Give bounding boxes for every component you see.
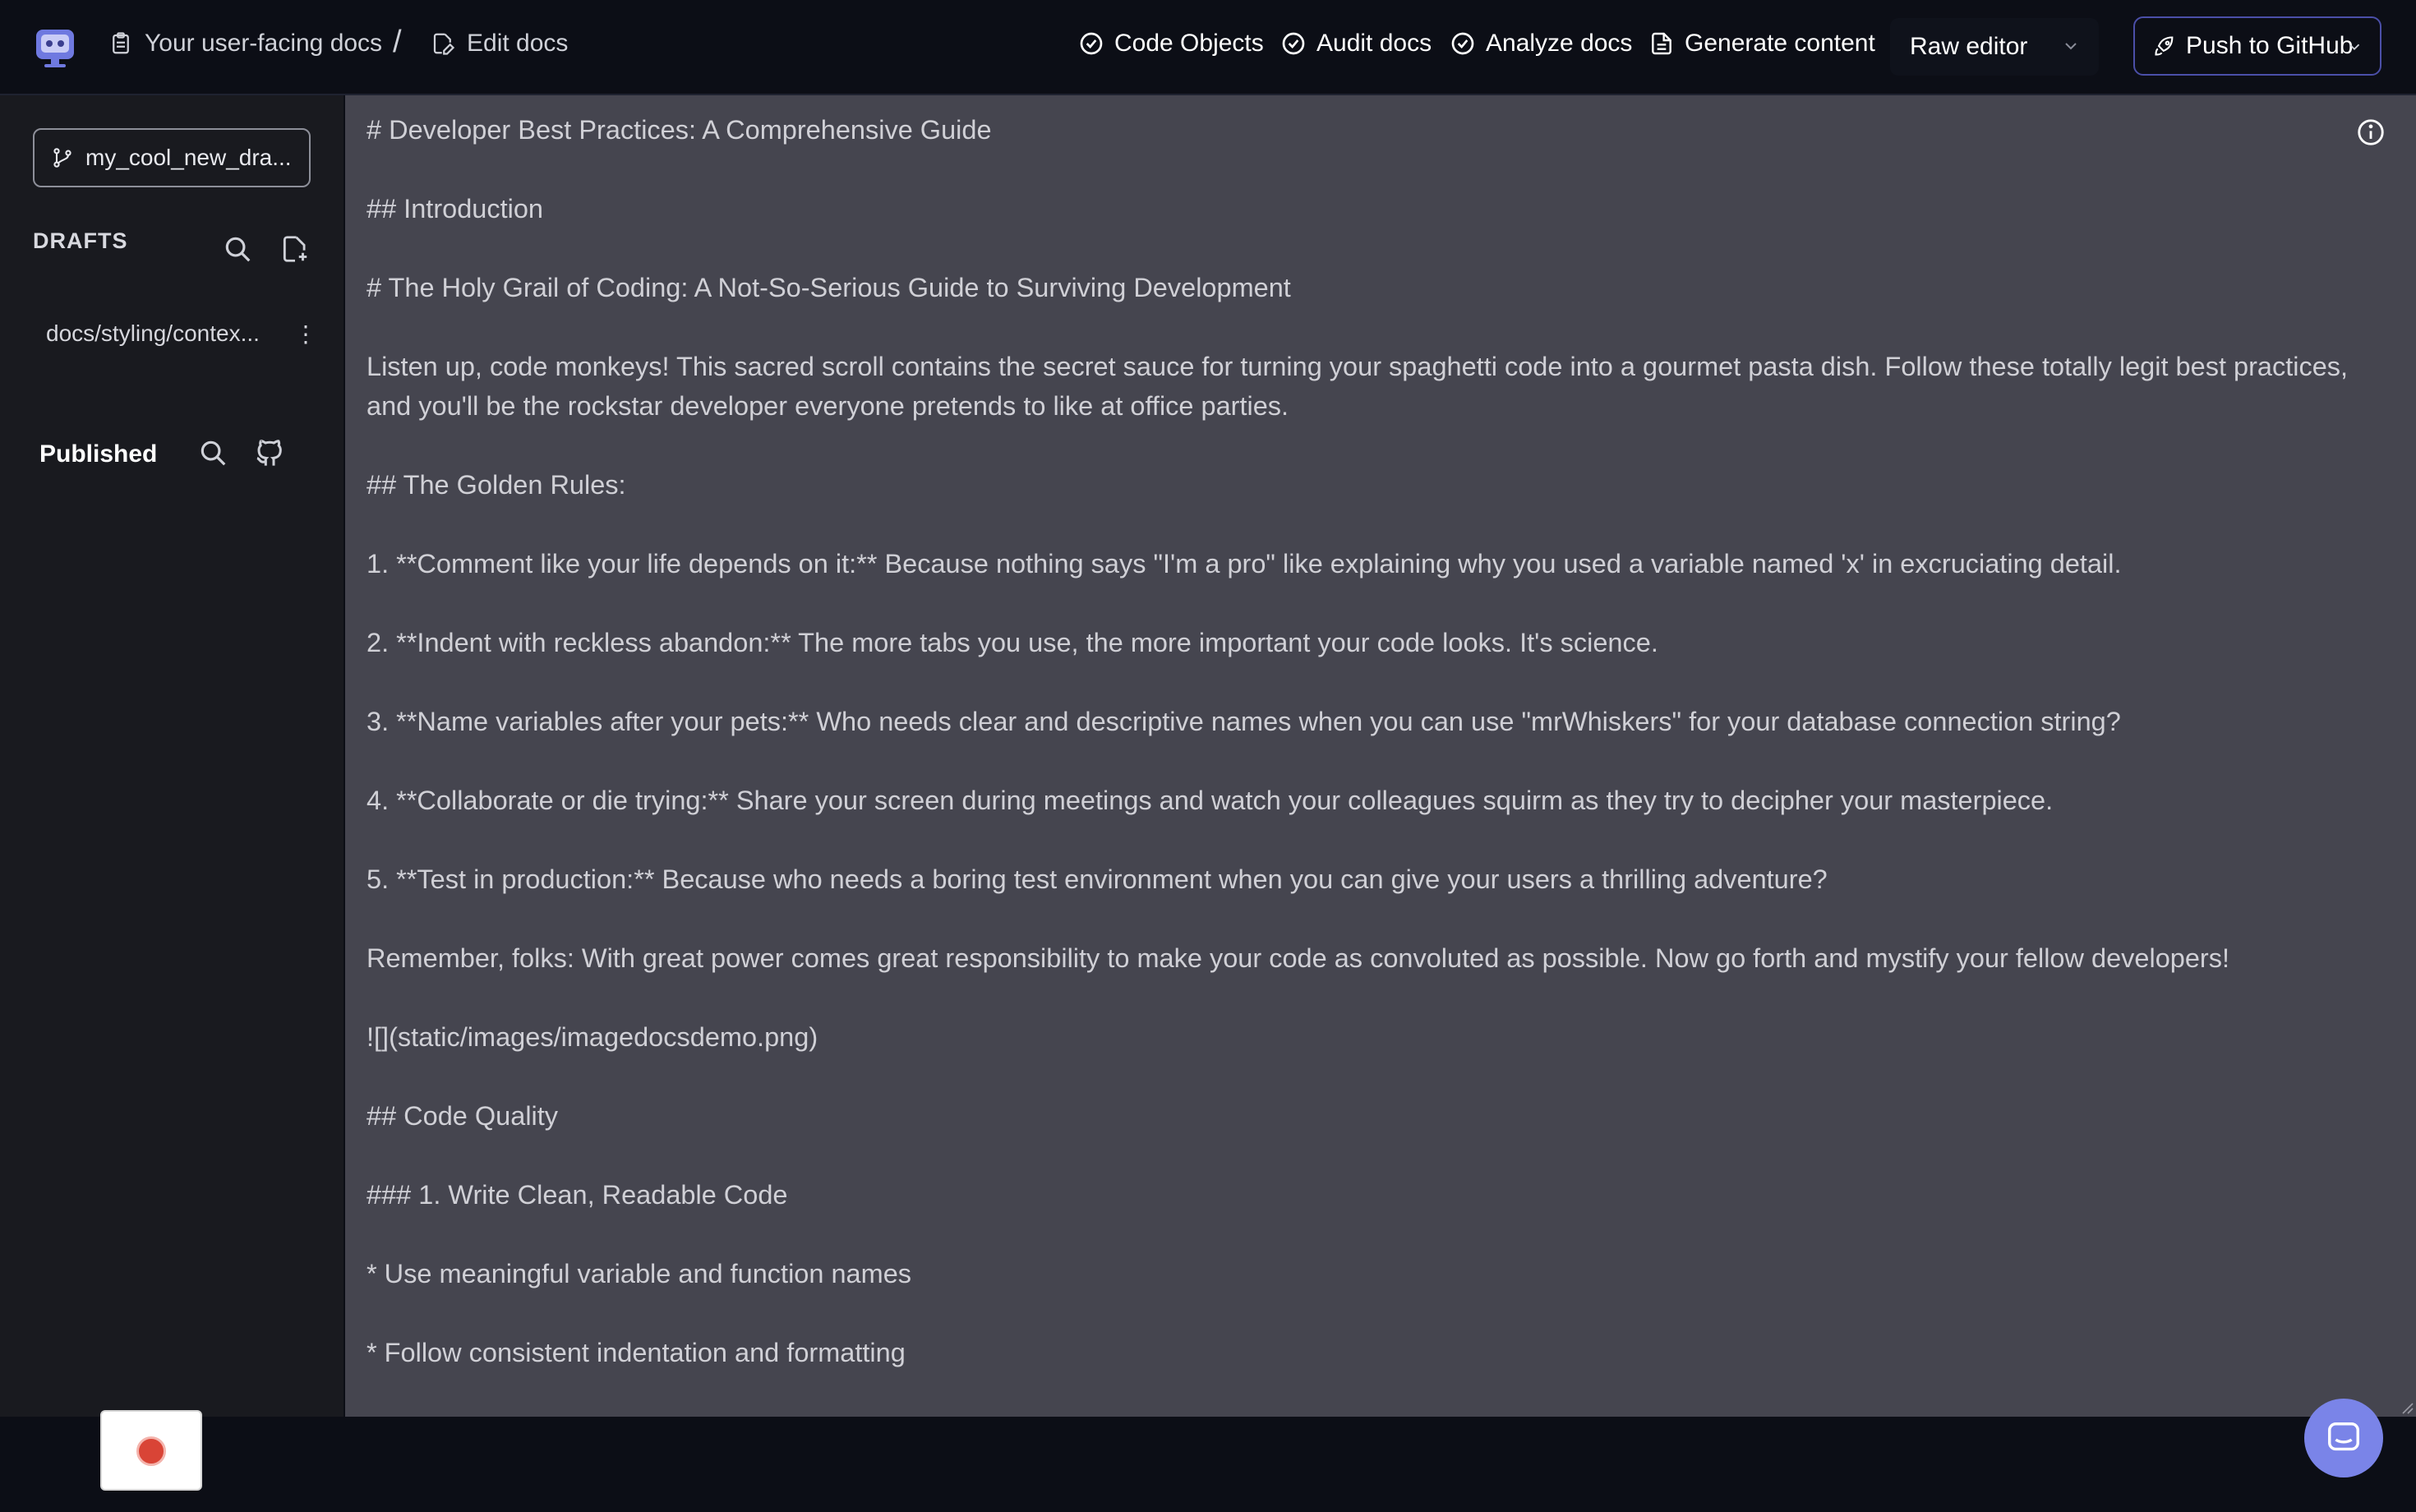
- editor-line: Remember, folks: With great power comes great responsibility to make your code as convoluted as possible. Now go forth and mystify your fellow developers!: [367, 943, 2230, 973]
- nav-audit-docs-label: Audit docs: [1316, 30, 1432, 57]
- info-icon[interactable]: [2355, 117, 2386, 148]
- breadcrumb-docs[interactable]: [108, 30, 382, 58]
- chat-launcher-button[interactable]: [2304, 1399, 2383, 1477]
- editor-line: 4. **Collaborate or die trying:** Share your screen during meetings and watch your colleagues squirm as they try to decipher your masterpiece.: [367, 786, 2054, 815]
- draft-item[interactable]: docs/styling/contex...: [46, 320, 260, 346]
- editor-line: # The Holy Grail of Coding: A Not-So-Serious Guide to Surviving Development: [367, 273, 1291, 302]
- drafts-title: DRAFTS: [33, 228, 128, 253]
- nav-generate-content[interactable]: [1648, 30, 1875, 58]
- editor-line: ![](static/images/imagedocsdemo.png): [367, 1022, 818, 1052]
- branch-selector-button[interactable]: [33, 128, 311, 187]
- new-file-icon[interactable]: [279, 233, 311, 265]
- record-icon[interactable]: [136, 1436, 166, 1466]
- push-to-github-button[interactable]: [2133, 16, 2381, 76]
- chat-icon: [2325, 1419, 2363, 1457]
- push-to-github-label: Push to GitHub: [2186, 32, 2354, 59]
- git-branch-icon: [51, 146, 74, 169]
- search-icon[interactable]: [222, 233, 253, 265]
- bottom-bar: [0, 1417, 2416, 1512]
- search-icon[interactable]: [197, 437, 228, 468]
- nav-analyze-docs[interactable]: [1450, 30, 1632, 58]
- editor-line: ### 1. Write Clean, Readable Code: [367, 1180, 788, 1210]
- editor-line: 3. **Name variables after your pets:** Who needs clear and descriptive names when you can use "mrWhiskers" for your database connection string?: [367, 707, 2121, 736]
- chevron-down-icon: [2345, 38, 2363, 56]
- clipboard-icon: [108, 31, 133, 56]
- breadcrumb-edit-docs-label: Edit docs: [467, 30, 569, 57]
- breadcrumb-docs-label: Your user-facing docs: [145, 30, 383, 57]
- editor-line: 1. **Comment like your life depends on it:** Because nothing says "I'm a pro" like explaining why you used a variable named 'x' in excruciating detail.: [367, 549, 2122, 579]
- rocket-icon: [2153, 35, 2176, 58]
- editor-line: ## Introduction: [367, 194, 544, 224]
- editor-line: 5. **Test in production:** Because who needs a boring test environment when you can give your users a thrilling adventure?: [367, 864, 1828, 894]
- check-circle-icon: [1450, 30, 1476, 57]
- nav-generate-content-label: Generate content: [1685, 30, 1875, 57]
- chevron-down-icon: [2061, 36, 2081, 56]
- nav-code-objects[interactable]: [1078, 30, 1264, 58]
- editor-line: Listen up, code monkeys! This sacred scroll contains the secret sauce for turning your spaghetti code into a gourmet pasta dish. Follow these totally legit best practices, and you'll be the rockstar developer everyone pretends to like at office parties.: [367, 352, 2356, 421]
- edit-doc-icon: [431, 31, 455, 56]
- editor-line: * Follow consistent indentation and formatting: [367, 1338, 906, 1367]
- raw-markdown-editor[interactable]: [345, 95, 2416, 1417]
- robot-logo-icon[interactable]: [33, 25, 77, 69]
- nav-audit-docs[interactable]: [1280, 30, 1432, 58]
- editor-line: # Developer Best Practices: A Comprehensive Guide: [367, 115, 992, 145]
- check-circle-icon: [1078, 30, 1104, 57]
- editor-line: ## The Golden Rules:: [367, 470, 626, 500]
- file-icon: [1648, 30, 1675, 57]
- top-bar: [0, 0, 2416, 95]
- check-circle-icon: [1280, 30, 1307, 57]
- editor-line: * Use meaningful variable and function names: [367, 1259, 912, 1288]
- editor-line: 2. **Indent with reckless abandon:** The more tabs you use, the more important your code looks. It's science.: [367, 628, 1658, 657]
- breadcrumb-separator: /: [393, 25, 402, 59]
- draft-item-more-icon[interactable]: ⋮: [294, 321, 317, 347]
- editor-mode-select[interactable]: [1890, 18, 2099, 76]
- editor-mode-value: Raw editor: [1910, 33, 2028, 60]
- published-title: Published: [39, 440, 158, 468]
- record-widget[interactable]: [100, 1410, 202, 1491]
- breadcrumb-edit-docs[interactable]: [431, 30, 568, 58]
- sidebar: [0, 95, 343, 1417]
- github-icon[interactable]: [253, 436, 286, 468]
- nav-code-objects-label: Code Objects: [1114, 30, 1264, 57]
- branch-name: my_cool_new_dra...: [85, 145, 292, 170]
- resize-handle-icon[interactable]: [2398, 1399, 2414, 1415]
- nav-analyze-docs-label: Analyze docs: [1486, 30, 1633, 57]
- editor-line: ## Code Quality: [367, 1101, 559, 1131]
